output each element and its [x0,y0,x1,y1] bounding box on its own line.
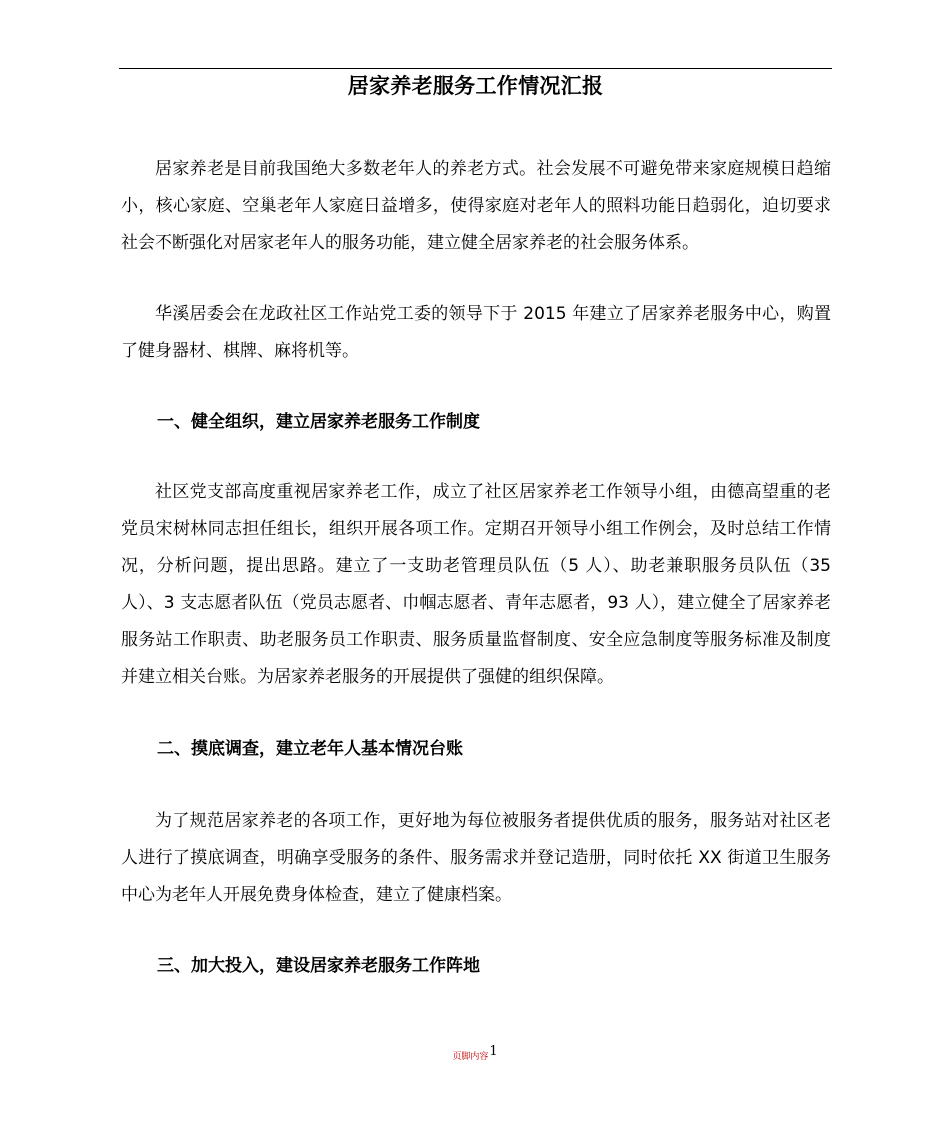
header-rule [119,68,832,69]
section-heading-2: 二、摸底调查，建立老年人基本情况台账 [157,739,463,759]
page-number: 1 [489,1044,498,1059]
footer-label: 页脚内容 [452,1052,489,1062]
paragraph-intro: 居家养老是目前我国绝大多数老年人的养老方式。社会发展不可避免带来家庭规模日趋缩小，核心家庭、空巢老年人家庭日益增多，使得家庭对老年人的照料功能日趋弱化，迫切要求社会不断强化对居家老年人的服务功能，建立健全居家养老的社会服务体系。 [121,159,831,253]
section-heading-3: 三、加大投入，建设居家养老服务工作阵地 [157,956,480,976]
paragraph-organization: 社区党支部高度重视居家养老工作，成立了社区居家养老工作领导小组，由德高望重的老党员宋树林同志担任组长，组织开展各项工作。定期召开领导小组工作例会，及时总结工作情况，分析问题，提出思路。建立了一支助老管理员队伍（5 人）、助老兼职服务员队伍（35 人）、3 支志愿者队伍（党员志愿者、巾帼志愿者、青年志愿者，93 人），建立健全了居家养老服务站工作职责、助老服务员工作职责、服务质量监督制度、安全应急制度等服务标准及制度并建立相关台账。为居家养老服务的开展提供了强健的组织保障。 [121,482,831,687]
page-footer [0,1044,950,1063]
paragraph-survey: 为了规范居家养老的各项工作，更好地为每位被服务者提供优质的服务，服务站对社区老人进行了摸底调查，明确享受服务的条件、服务需求并登记造册，同时依托 XX 街道卫生服务中心为老年人开展免费身体检查，建立了健康档案。 [121,811,831,905]
document-title: 居家养老服务工作情况汇报 [347,74,604,98]
section-heading-1: 一、健全组织，建立居家养老服务工作制度 [157,412,480,432]
paragraph-center-founding: 华溪居委会在龙政社区工作站党工委的领导下于 2015 年建立了居家养老服务中心，购置了健身器材、棋牌、麻将机等。 [121,304,831,361]
